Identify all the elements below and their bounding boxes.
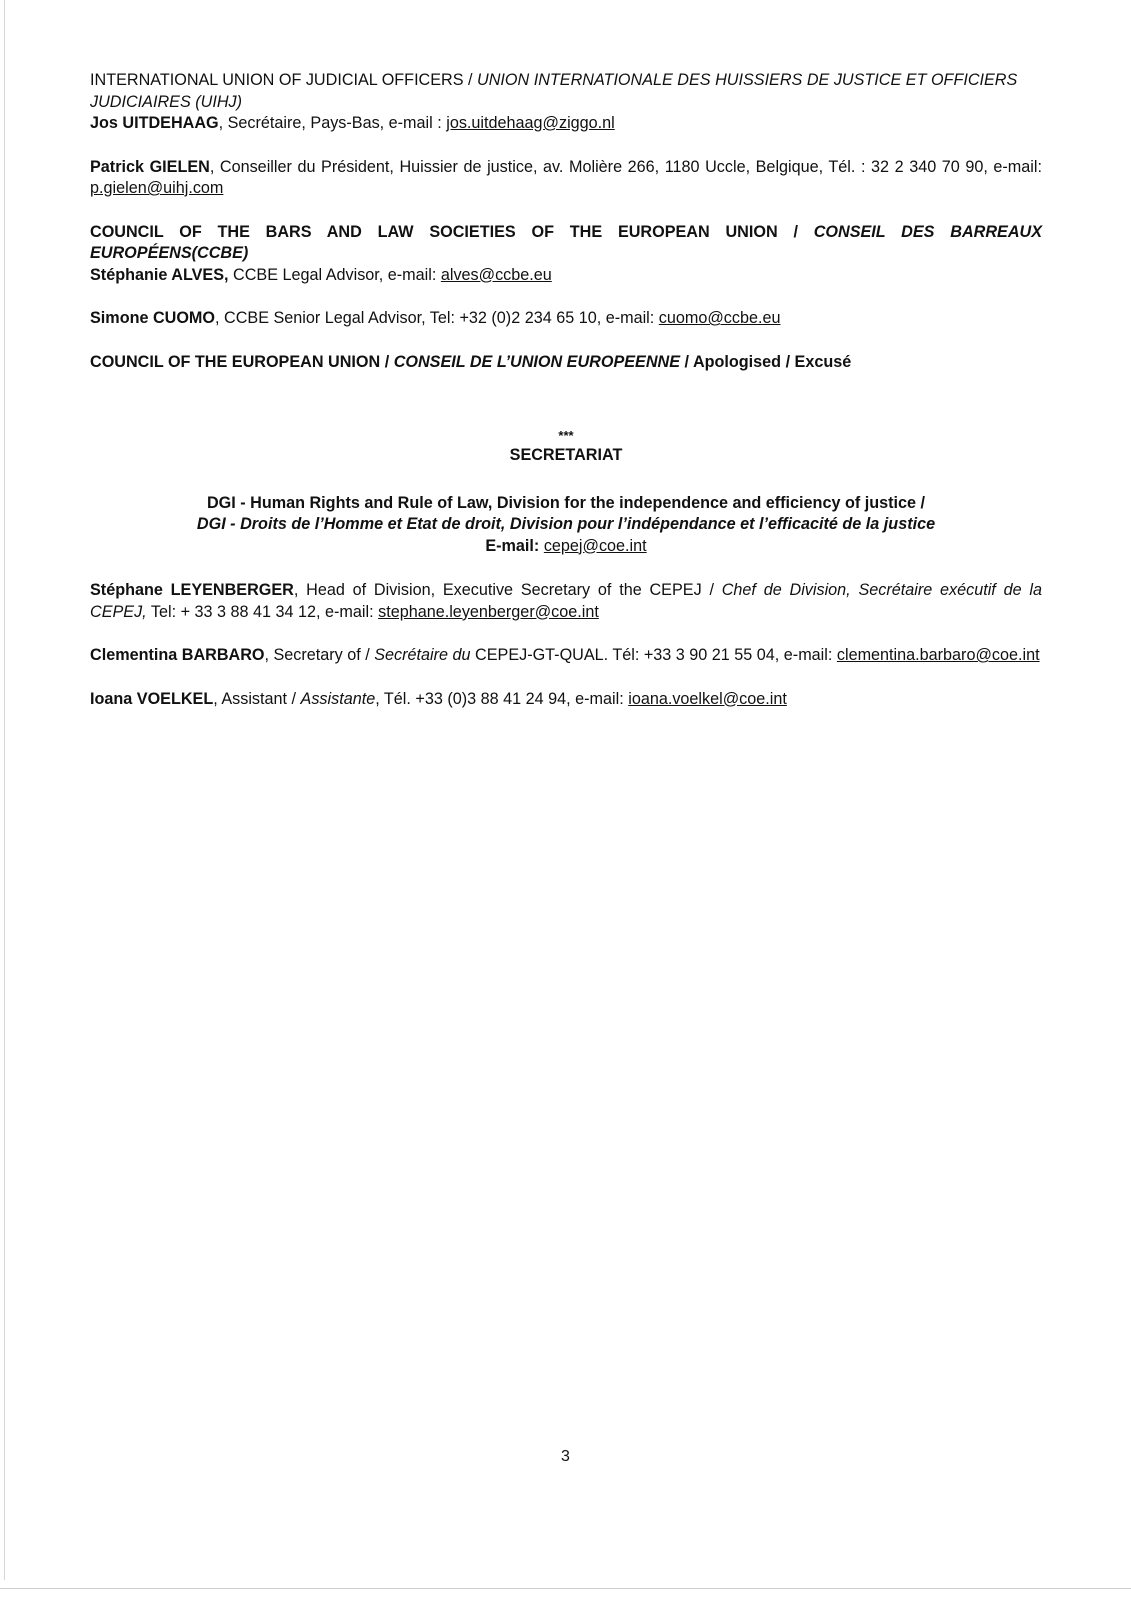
person-role-en: , Head of Division, Executive Secretary of the CEPEJ / <box>293 581 722 599</box>
org-separator: / <box>384 352 390 371</box>
person-details: CCBE Legal Advisor, e-mail: <box>228 265 441 284</box>
person-email-link[interactable]: clementina.barbaro@coe.int <box>836 646 1040 664</box>
person-name: Stéphane LEYENBERGER <box>90 581 294 599</box>
person-role-fr: Chef de Division, Secrétaire exécutif de la CEPEJ, <box>90 581 1042 621</box>
person-details: , Conseiller du Président, Huissier de justice, av. Molière 266, 1180 Uccle, Belgique, Tél. : 32 2 340 70 90, e-mail: <box>209 157 1042 176</box>
page-number: 3 <box>561 1448 570 1465</box>
secretariat-title: SECRETARIAT <box>509 446 623 464</box>
ccbe-org-heading <box>90 222 1042 265</box>
person-role-fr: Secrétaire du <box>374 646 471 664</box>
division-email-link[interactable]: cepej@coe.int <box>543 536 647 555</box>
person-details: CEPEJ-GT-QUAL. Tél: +33 3 90 21 55 04, e-mail: <box>470 646 837 664</box>
uihj-section <box>90 70 1042 135</box>
secretariat-division <box>90 493 1042 558</box>
uihj-person-1 <box>90 113 1042 135</box>
uihj-org-en: INTERNATIONAL UNION OF JUDICIAL OFFICERS <box>90 71 464 89</box>
division-email <box>90 536 1042 558</box>
council-eu-section <box>90 352 1042 374</box>
person-details: Tel: + 33 3 88 41 34 12, e-mail: <box>146 602 379 621</box>
person-details: , CCBE Senior Legal Advisor, Tel: +32 (0)2 234 65 10, e-mail: <box>215 309 659 327</box>
person-details: , Tél. +33 (0)3 88 41 24 94, e-mail: <box>375 689 629 708</box>
uihj-org-heading <box>90 70 1042 113</box>
person-name: Simone CUOMO <box>90 309 216 327</box>
person-email-link[interactable]: stephane.leyenberger@coe.int <box>378 602 599 621</box>
ccbe-org-fr: CONSEIL DES BARREAUX EUROPÉENS(CCBE) <box>90 222 1042 262</box>
person-name: Patrick GIELEN <box>90 157 210 176</box>
participants-list <box>90 70 1042 732</box>
staff-member-voelkel <box>90 689 1042 711</box>
person-name: Clementina BARBARO <box>90 646 265 664</box>
person-role-fr: Assistante <box>300 689 376 708</box>
person-name: Ioana VOELKEL <box>90 689 214 708</box>
person-email-link[interactable]: ioana.voelkel@coe.int <box>628 689 787 708</box>
ccbe-org-en: COUNCIL OF THE BARS AND LAW SOCIETIES OF THE EUROPEAN UNION <box>90 222 778 241</box>
scan-edge-bottom <box>0 1588 1131 1589</box>
person-role-en: , Secretary of / <box>264 646 375 664</box>
email-label: E-mail: <box>485 536 540 555</box>
org-separator: / <box>684 352 690 371</box>
scan-edge-left <box>4 0 5 1580</box>
section-stars: *** <box>558 428 574 443</box>
person-details: , Secrétaire, Pays-Bas, e-mail : <box>218 114 447 132</box>
division-fr: DGI - Droits de l’Homme et Etat de droit, Division pour l’indépendance et l’efficacité de la justice <box>196 515 936 533</box>
person-email-link[interactable]: p.gielen@uihj.com <box>90 179 224 197</box>
person-email-link[interactable]: jos.uitdehaag@ziggo.nl <box>446 114 615 132</box>
person-role-en: , Assistant / <box>213 689 301 708</box>
staff-member-leyenberger <box>90 580 1042 623</box>
person-email-link[interactable]: cuomo@ccbe.eu <box>658 309 781 327</box>
uihj-person-2 <box>90 157 1042 200</box>
org-separator: / <box>793 222 798 241</box>
ccbe-person-2 <box>90 308 1042 330</box>
org-separator: / <box>468 71 473 89</box>
person-email-link[interactable]: alves@ccbe.eu <box>440 265 552 284</box>
ccbe-section <box>90 222 1042 287</box>
staff-member-barbaro <box>90 645 1042 667</box>
council-eu-org-fr: CONSEIL DE L’UNION EUROPEENNE <box>393 352 681 371</box>
division-en: DGI - Human Rights and Rule of Law, Division for the independence and efficiency of justice / <box>206 493 926 512</box>
uihj-org-fr: UNION INTERNATIONALE DES HUISSIERS DE JUSTICE ET OFFICIERS JUDICIAIRES (UIHJ) <box>90 71 1018 111</box>
council-eu-org-en: COUNCIL OF THE EUROPEAN UNION <box>90 352 381 371</box>
person-name: Stéphanie ALVES, <box>90 265 229 284</box>
ccbe-person-1 <box>90 265 1042 287</box>
council-eu-status: Apologised / Excusé <box>692 352 852 371</box>
person-name: Jos UITDEHAAG <box>90 114 219 132</box>
